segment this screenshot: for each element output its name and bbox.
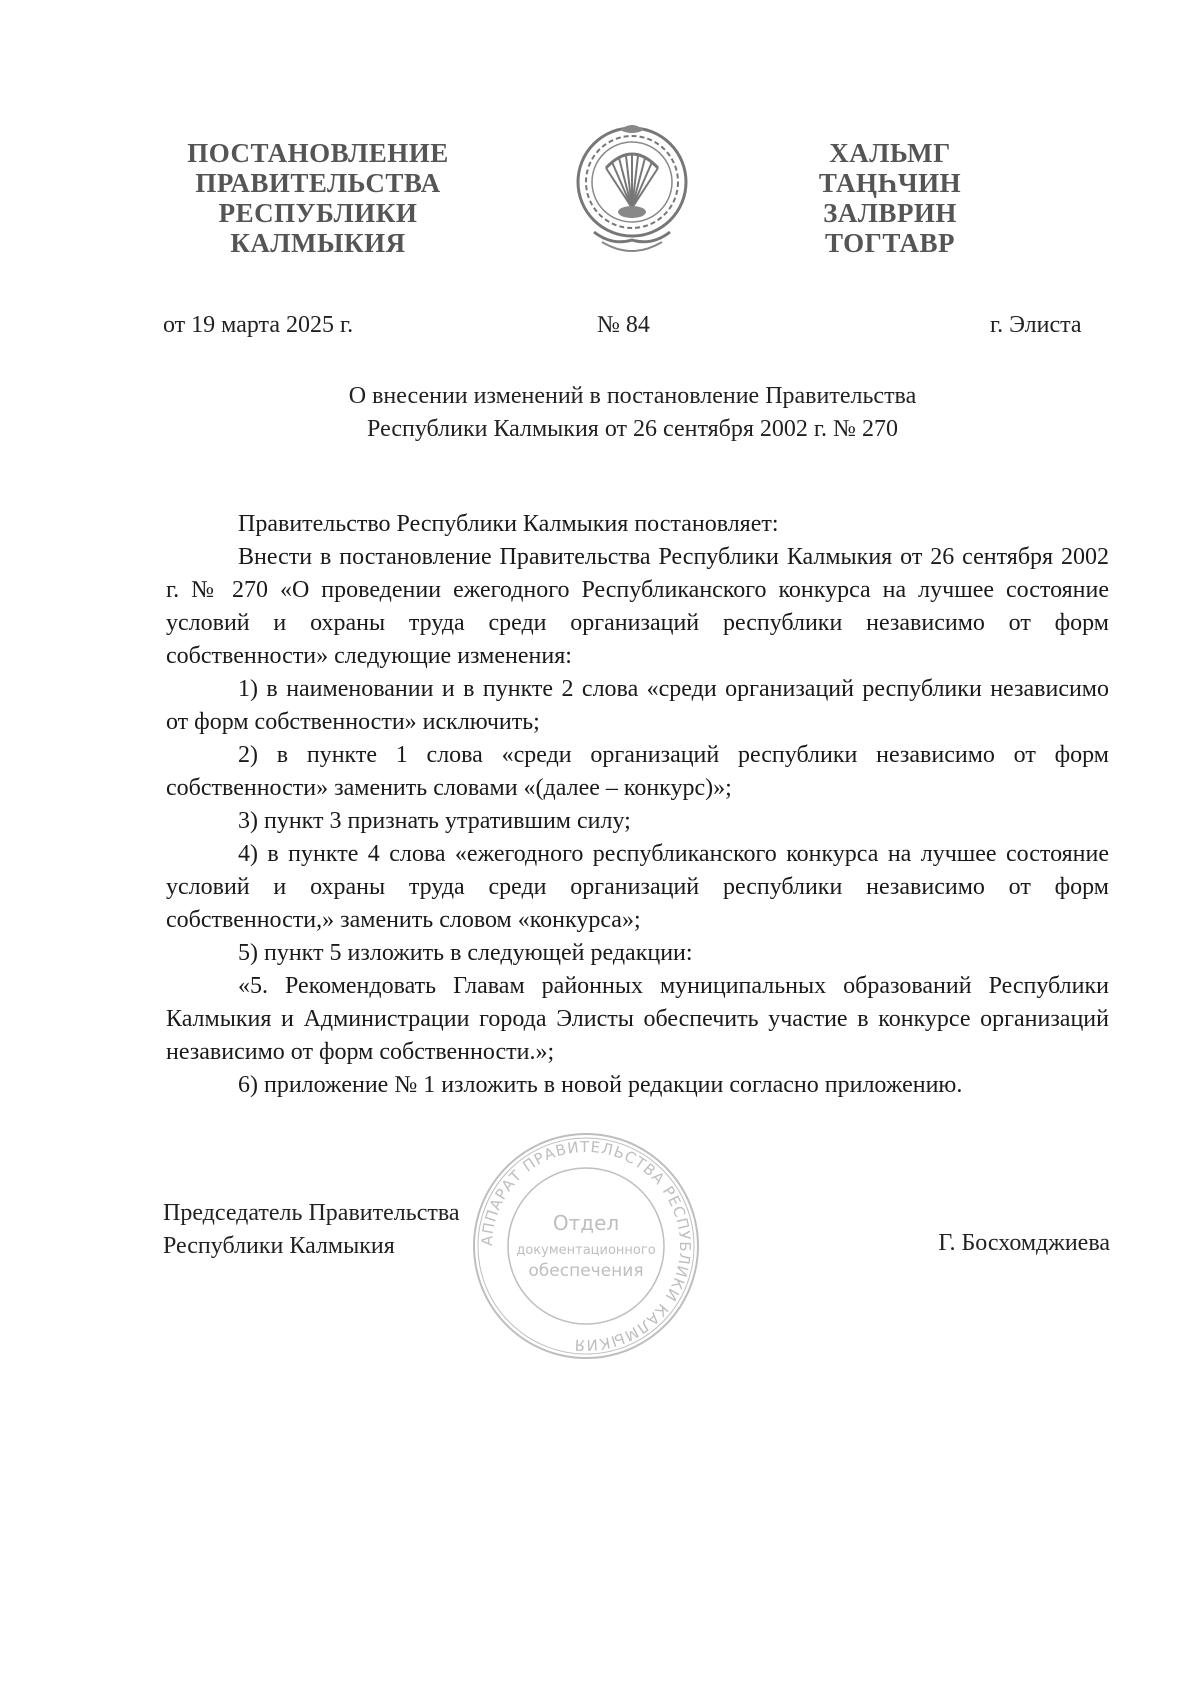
paragraph: 3) пункт 3 признать утратившим силу; xyxy=(238,808,631,834)
header-line: ХАЛЬМГ xyxy=(829,138,951,168)
signatory-position xyxy=(163,1197,460,1263)
coat-of-arms-icon xyxy=(572,120,692,266)
stamp-ring-text: АППАРАТ ПРАВИТЕЛЬСТВА РЕСПУБЛИКИ КАЛМЫКИЯ xyxy=(477,1137,695,1355)
stamp-center-line: обеспечения xyxy=(528,1261,644,1281)
paragraph: 5) пункт 5 изложить в следующей редакции: xyxy=(238,940,693,966)
document-body xyxy=(166,508,1109,1102)
paragraph: Внести в постановление Правительства Республики Калмыкия от 26 сентября 2002 г. № 270 «О проведении ежегодного Республиканского конкурса на лучшее состояние условий и охраны труда среди организаций республики независимо от форм собственности» следующие изменения: xyxy=(166,544,1109,669)
signatory-position-line: Республики Калмыкия xyxy=(163,1233,395,1259)
paragraph: Правительство Республики Калмыкия постановляет: xyxy=(238,511,779,537)
header-line: ЗАЛВРИН xyxy=(823,198,957,228)
signatory-position-line: Председатель Правительства xyxy=(163,1200,460,1226)
paragraph: «5. Рекомендовать Главам районных муниципальных образований Республики Калмыкия и Администрации города Элисты обеспечить участие в конкурсе организаций независимо от форм собственности.»; xyxy=(166,973,1109,1065)
paragraph: 4) в пункте 4 слова «ежегодного республиканского конкурса на лучшее состояние условий и охраны труда среди организаций республики независимо от форм собственности,» заменить словом «конкурса»; xyxy=(166,841,1109,933)
header-line: ПОСТАНОВЛЕНИЕ xyxy=(187,138,449,168)
document-number: № 84 xyxy=(597,312,650,338)
document-title xyxy=(160,380,1105,446)
header-line: РЕСПУБЛИКИ xyxy=(218,198,418,228)
stamp-center-line: документационного xyxy=(516,1243,656,1258)
header-title-russian xyxy=(168,138,468,258)
header-line: ТОГТАВР xyxy=(825,228,955,258)
paragraph: 1) в наименовании и в пункте 2 слова «среди организаций республики независимо от форм собственности» исключить; xyxy=(166,676,1109,735)
paragraph: 2) в пункте 1 слова «среди организаций республики независимо от форм собственности» заменить словами «(далее – конкурс)»; xyxy=(166,742,1109,801)
header-line: ТАҢҺЧИН xyxy=(818,168,962,198)
header-line: ПРАВИТЕЛЬСТВА xyxy=(195,168,441,198)
paragraph: 6) приложение № 1 изложить в новой редакции согласно приложению. xyxy=(238,1072,963,1098)
stamp-center-line: Отдел xyxy=(552,1211,620,1235)
signatory-name: Г. Босхомджиева xyxy=(938,1230,1110,1256)
title-line: О внесении изменений в постановление Правительства xyxy=(348,383,917,409)
document-city: г. Элиста xyxy=(990,312,1082,338)
header-title-kalmyk xyxy=(780,138,1000,258)
official-stamp xyxy=(470,1130,702,1362)
title-line: Республики Калмыкия от 26 сентября 2002 г. № 270 xyxy=(367,416,898,442)
document-date: от 19 марта 2025 г. xyxy=(163,312,354,338)
header-line: КАЛМЫКИЯ xyxy=(230,228,406,258)
